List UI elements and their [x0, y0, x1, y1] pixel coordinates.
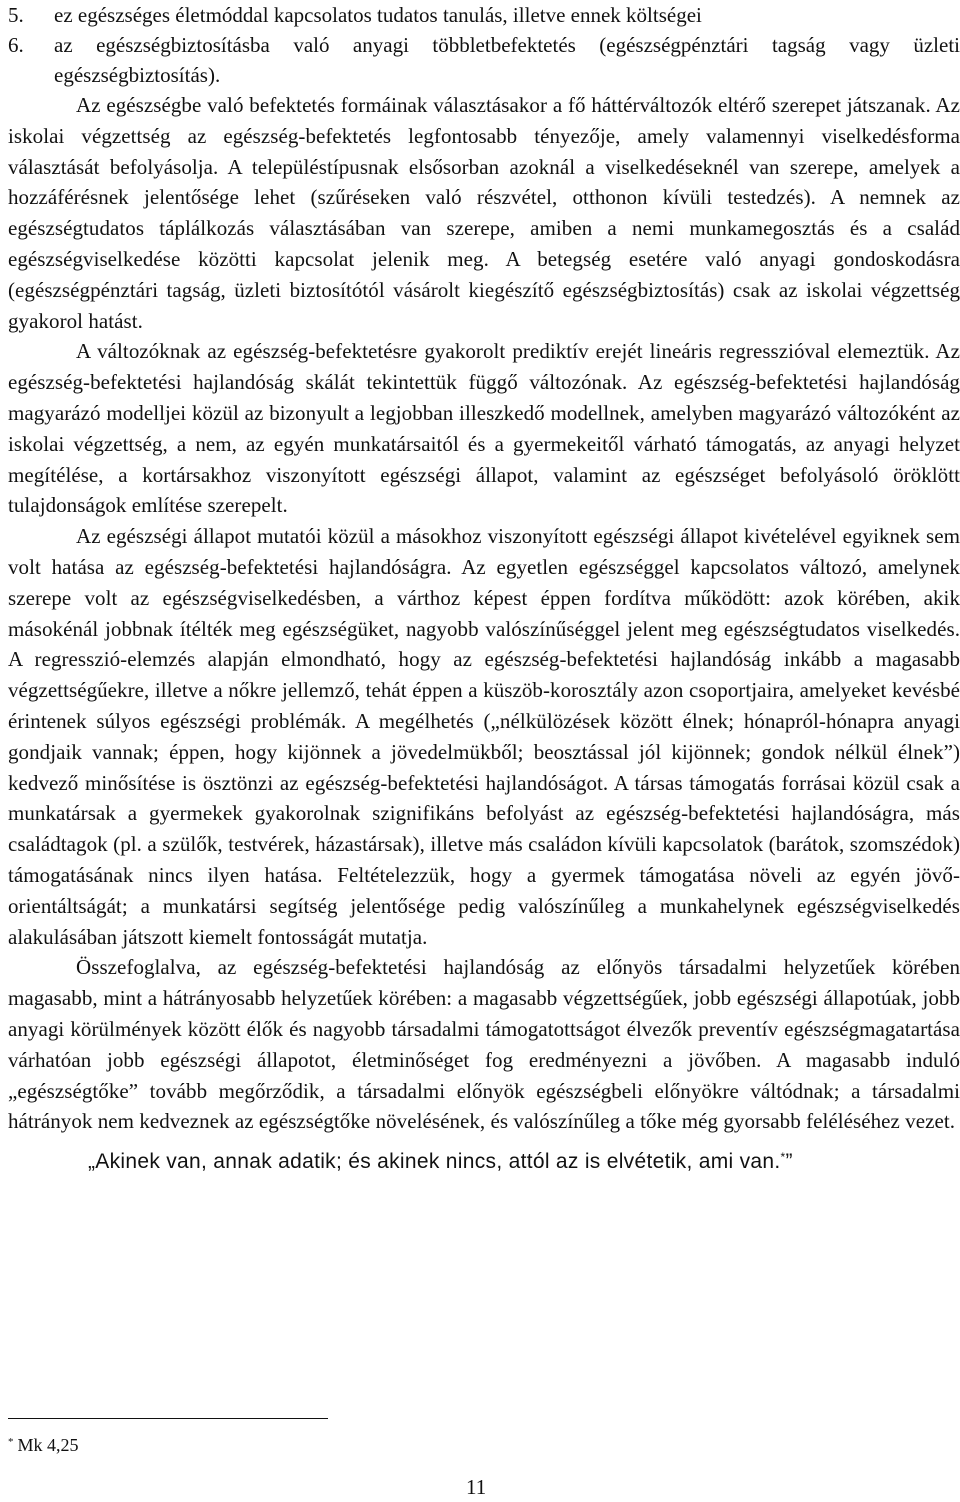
body-paragraph: Az egészségi állapot mutatói közül a másokhoz viszonyított egészségi állapot kivételével egyiknek sem volt hatása az egészség-befektetési hajlandóságra. Az egyetlen egészséggel kapcsolatos változó, amelynek szerepe volt az egészségviselkedésben, a várthoz képest éppen fordítva működött: azok körében, akik másokénál jobbnak ítélték meg egészségüket, nagyobb valószínűséggel jelent meg egészségtudatos viselkedés. A regresszió-elemzés alapján elmondható, hogy az egészség-befektetési hajlandóság inkább a magasabb végzettségűekre, illetve a nőkre jellemző, tehát éppen a küszöb-korosztály azon csoportjaira, amelyeket kevésbé érintenek súlyos egészségi problémák. A megélhetés („nélkülözések között élnek; hónapról-hónapra anyagi gondjaik vannak; éppen, hogy kijönnek a jövedelmükből; beosztással jól kijönnek; gondok nélkül élnek”) kedvező minősítése is ösztönzi az egészség-befektetési hajlandóságot. A társas támogatás forrásai közül csak a munkatársak a gyermekek gyakorolnak szignifikáns befolyást az egészség-befektetési hajlandóságra, más családtagok (pl. a szülők, testvérek, házastársak), illetve más családon kívüli kapcsolatok (barátok, szomszédok) támogatásának nincs ilyen hatása. Feltételezzük, hogy a gyermek támogatása növeli az egyén jövő-orientáltságát; a munkatársi segítség jelentősége pedig valószínűleg a munkahelynek egészségviselkedés alakulásában játszott kiemelt fontosságát mutatja.: [8, 524, 960, 949]
bible-quote: [8, 1147, 960, 1177]
document-page: [8, 0, 960, 1177]
footnote: [8, 1434, 79, 1456]
footnote-text: Mk 4,25: [17, 1435, 79, 1455]
page-number: 11: [466, 1475, 487, 1499]
list-item: [8, 0, 960, 30]
list-text: ez egészséges életmóddal kapcsolatos tudatos tanulás, illetve ennek költségei: [54, 3, 702, 27]
list-item: [8, 30, 960, 90]
quote-text: „Akinek van, annak adatik; és akinek nincs, attól az is elvétetik, ami van.: [88, 1150, 781, 1174]
quote-close: ”: [785, 1150, 793, 1174]
list-number: 6.: [8, 33, 24, 57]
footnote-separator: [8, 1418, 328, 1419]
body-paragraph: Összefoglalva, az egészség-befektetési hajlandóság az előnyös társadalmi helyzetűek körében magasabb, mint a hátrányosabb helyzetűek körében: a magasabb végzettségűek, jobb egészségi állapotúak, jobb anyagi körülmények között élők és nagyobb társadalmi támogatottságot élvezők preventív egészségmagatartása várhatóan jobb egészségi állapotot, életminőséget fog eredményezni a jövőben. A magasabb induló „egészségtőke” tovább megőrződik, a társadalmi előnyök egészségbeli előnyökre váltódnak; a társadalmi hátrányok nem kedveznek az egészségtőke növelésének, és valószínűleg a tőke még gyorsabb feléléséhez vezet.: [8, 955, 960, 1134]
list-number: 5.: [8, 3, 24, 27]
body-paragraph: A változóknak az egészség-befektetésre gyakorolt prediktív erejét lineáris regresszióval elemeztük. Az egészség-befektetési hajlandóság skálát tekintettük függő változónak. Az egészség-befektetési hajlandóság magyarázó modelljei közül az bizonyult a legjobban illeszkedő modellnek, amelyben magyarázó változóként az iskolai végzettség, a nem, az egyén munkatársaitól és a gyermekeitől várható támogatás, az anyagi helyzet megítélése, a kortársakhoz viszonyított egészségi állapot, valamint az egészséget befolyásoló öröklött tulajdonságok említése szerepelt.: [8, 339, 960, 518]
list-text: az egészségbiztosításba való anyagi többletbefektetés (egészségpénztári tagság vagy üzleti egészségbiztosítás).: [54, 33, 960, 87]
body-paragraph: Az egészségbe való befektetés formáinak választásakor a fő háttérváltozók eltérő szerepet játszanak. Az iskolai végzettség az egészség-befektetés legfontosabb tényezője, amely valamennyi viselkedésforma választását befolyásolja. A településtípusnak elsősorban azoknál a viselkedéseknél van szerepe, amelyek a hozzáférésnek jelentősége lehet (szűréseken való részvétel, otthonon kívüli testedzés). A nemnek az egészségtudatos táplálkozás választásában van szerepe, amiben a nemi munkamegosztás és a család egészségviselkedése közötti kapcsolat jelenik meg. A betegség esetére való anyagi gondoskodásra (egészségpénztári tagság, üzleti biztosítótól vásárolt kiegészítő egészségbiztosítás) csak az iskolai végzettség gyakorol hatást.: [8, 93, 960, 333]
footnote-reference[interactable]: *: [780, 1150, 786, 1165]
footnote-marker: *: [8, 1436, 14, 1448]
